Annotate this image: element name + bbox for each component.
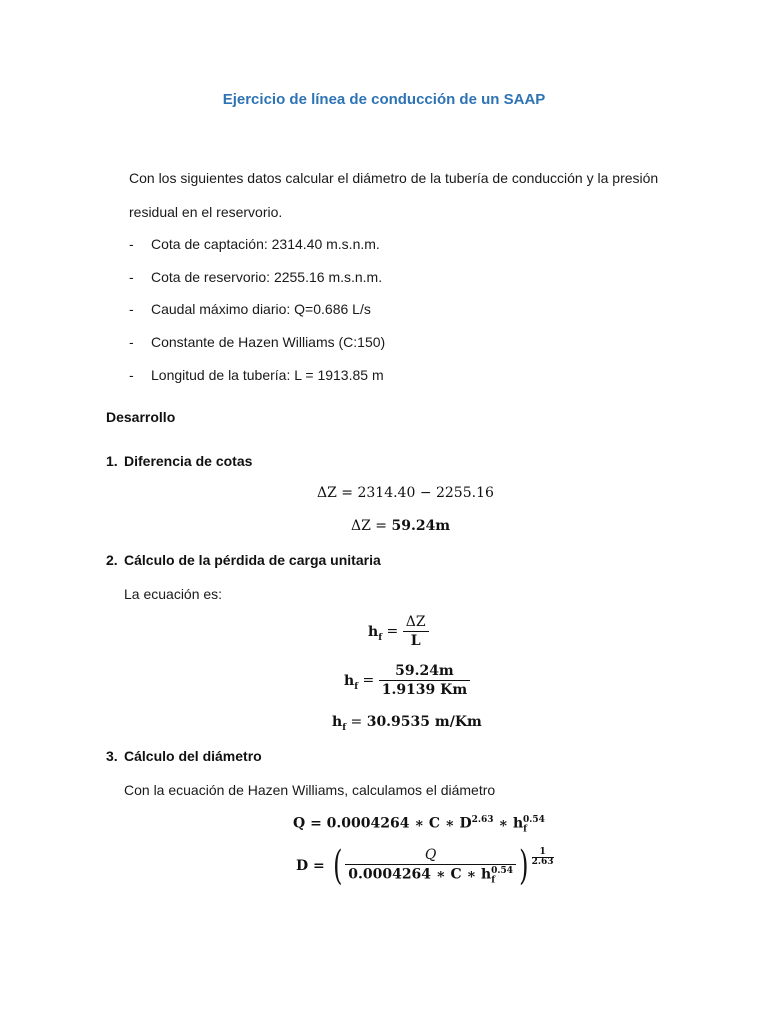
list-item-text: Cota de reservorio: 2255.16 m.s.n.m. — [151, 269, 383, 285]
fraction: $\frac{59.24m}{1.9139 Km}$ — [379, 663, 470, 698]
left-paren: ( — [332, 843, 343, 889]
fraction: $\frac{\Delta Z}{L}$ — [403, 614, 429, 649]
section-title: Diferencia de cotas — [124, 453, 253, 469]
section-title: Cálculo de la pérdida de carga unitaria — [124, 552, 381, 568]
equation-hf-formula: $h_f$ = $\frac{\Delta Z}{L}$ — [368, 614, 429, 649]
equation-hazen-williams: Q = 0.0004264 ∗ C ∗ $D^{2.63}$ ∗ $h_f^{0.54}$ — [293, 815, 545, 835]
equation-lhs: ΔZ = — [351, 518, 392, 534]
intro-line-2: residual en el reservorio. — [129, 204, 283, 220]
section-title: Cálculo del diámetro — [124, 748, 262, 764]
section-3-text: Con la ecuación de Hazen Williams, calculamos el diámetro — [124, 782, 496, 798]
equation-delta-z: ΔZ = 2314.40 − 2255.16 — [317, 485, 494, 501]
bullet-dash: - — [129, 301, 134, 317]
equation-hf-result: $h_f = 30.9535$ m/Km — [332, 714, 482, 733]
right-paren: ) — [519, 843, 529, 889]
section-heading-desarrollo: Desarrollo — [106, 409, 176, 425]
intro-line-1: Con los siguientes datos calcular el diámetro de la tubería de conducción y la presión — [129, 170, 659, 186]
exponent-fraction: $\frac{1}{2.63}$ — [531, 846, 554, 868]
section-2-text: La ecuación es: — [124, 586, 223, 602]
bullet-dash: - — [129, 334, 134, 350]
bullet-dash: - — [129, 236, 134, 252]
list-item-text: Longitud de la tubería: L = 1913.85 m — [151, 367, 384, 383]
list-item-text: Constante de Hazen Williams (C:150) — [151, 334, 386, 350]
section-number: 1. — [106, 453, 118, 469]
section-number: 2. — [106, 552, 118, 568]
section-number: 3. — [106, 748, 118, 764]
list-item-text: Caudal máximo diario: Q=0.686 L/s — [151, 301, 371, 317]
document-title: Ejercicio de línea de conducción de un SAAP — [222, 91, 546, 108]
bullet-dash: - — [129, 367, 134, 383]
equation-value: 59.24m — [391, 518, 451, 534]
list-item-text: Cota de captación: 2314.40 m.s.n.m. — [151, 236, 380, 252]
fraction: $\frac{Q}{0.0004264 ∗ C ∗ h_f^{0.54}}$ — [345, 847, 516, 885]
equation-hf-substitution: $h_f$ = $\frac{59.24m}{1.9139 Km}$ — [344, 663, 470, 698]
equation-delta-z-result — [351, 518, 450, 534]
equation-diameter: D = ( $\frac{Q}{0.0004264 ∗ C ∗ h_f^{0.54}}$ ) $\frac{1}{2.63}$ — [296, 843, 554, 889]
bullet-dash: - — [129, 269, 134, 285]
